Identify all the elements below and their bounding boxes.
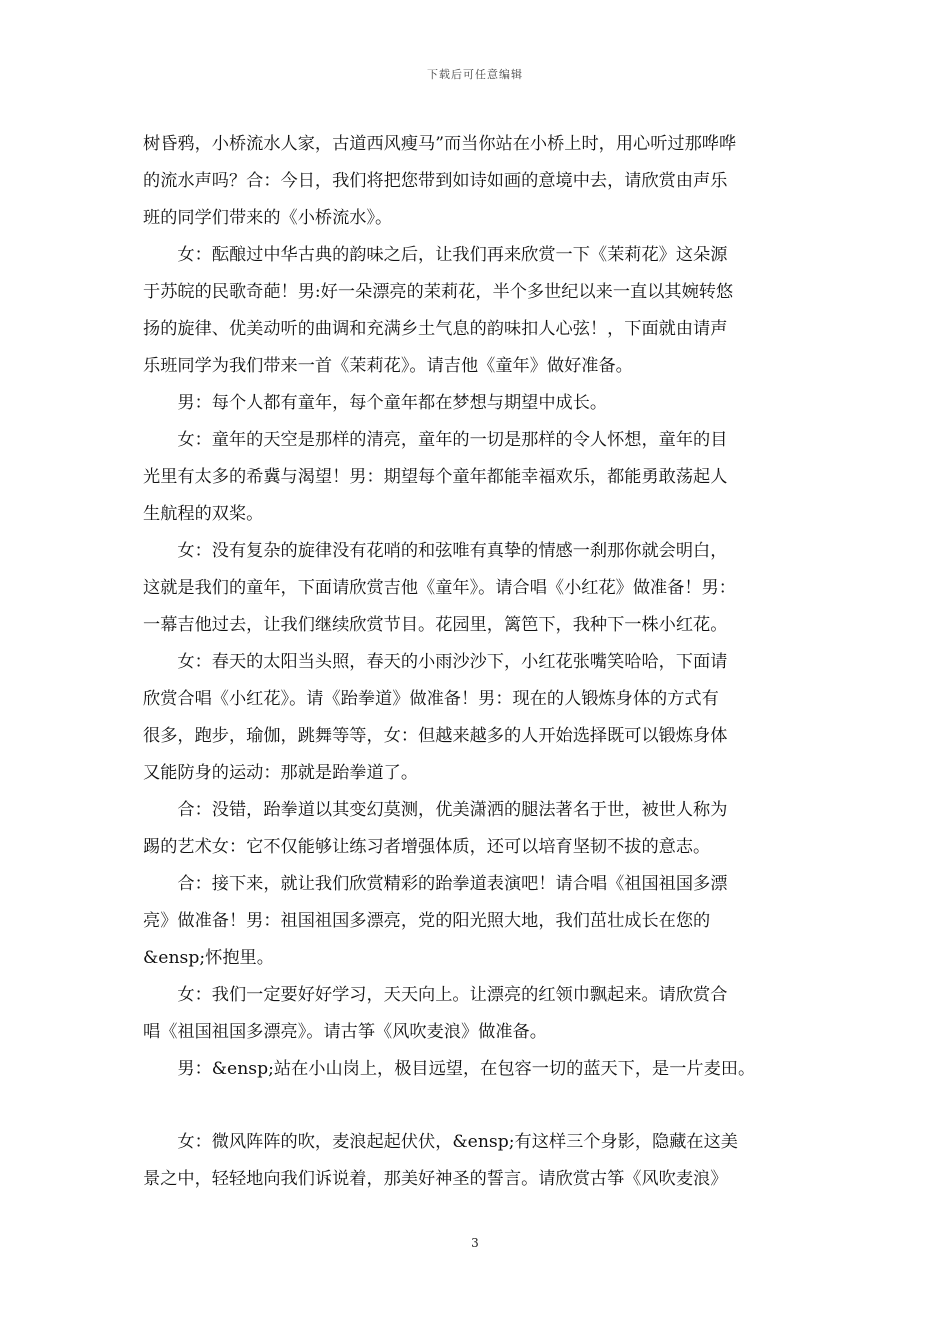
blank-line [143,1088,815,1124]
text-line: 踢的艺术女：它不仅能够让练习者增强体质，还可以培育坚韧不拔的意志。 [143,837,711,857]
text-line: 的流水声吗？合：今日，我们将把您带到如诗如画的意境中去，请欣赏由声乐 [143,171,728,191]
body-text [143,126,815,1198]
text-line: 合：没错，跆拳道以其变幻莫测，优美潇洒的腿法著名于世，被世人称为 [143,800,728,820]
text-line: 树昏鸦，小桥流水人家，古道西风瘦马”而当你站在小桥上时，用心听过那哗哗 [143,134,737,154]
text-line: 又能防身的运动：那就是跆拳道了。 [143,763,419,783]
text-line: 乐班同学为我们带来一首《茉莉花》。请吉他《童年》做好准备。 [143,356,633,376]
text-line: 合：接下来，就让我们欣赏精彩的跆拳道表演吧！请合唱《祖国祖国多漂 [143,874,728,894]
text-line: 扬的旋律、优美动听的曲调和充满乡土气息的韵味扣人心弦！，下面就由请声 [143,319,728,339]
text-line: 女：微风阵阵的吹，麦浪起起伏伏，&ensp;有这样三个身影，隐藏在这美 [143,1132,738,1152]
text-line: 男：&ensp;站在小山岗上，极目远望，在包容一切的蓝天下，是一片麦田。 [143,1059,756,1079]
text-line: 于苏皖的民歌奇葩！男:好一朵漂亮的茉莉花，半个多世纪以来一直以其婉转悠 [143,282,734,302]
text-line: 男：每个人都有童年，每个童年都在梦想与期望中成长。 [143,393,608,413]
text-line: &ensp;怀抱里。 [143,948,274,968]
text-line: 很多，跑步，瑜伽，跳舞等等，女：但越来越多的人开始选择既可以锻炼身体 [143,726,728,746]
text-line: 女：没有复杂的旋律没有花哨的和弦唯有真挚的情感一刹那你就会明白， [143,541,728,561]
text-line: 生航程的双桨。 [143,504,264,524]
text-line: 一幕吉他过去，让我们继续欣赏节目。花园里，篱笆下，我种下一株小红花。 [143,615,728,635]
text-line: 女：酝酿过中华古典的韵味之后，让我们再来欣赏一下《茉莉花》这朵源 [143,245,728,265]
text-line: 亮》做准备！男：祖国祖国多漂亮，党的阳光照大地，我们茁壮成长在您的 [143,911,711,931]
text-line: 光里有太多的希冀与渴望！男：期望每个童年都能幸福欢乐，都能勇敢荡起人 [143,467,728,487]
text-line: 唱《祖国祖国多漂亮》。请古筝《风吹麦浪》做准备。 [143,1022,547,1042]
text-line: 这就是我们的童年，下面请欣赏吉他《童年》。请合唱《小红花》做准备！男： [143,578,736,598]
page-number: 3 [471,1236,479,1250]
text-line: 景之中，轻轻地向我们诉说着，那美好神圣的誓言。请欣赏古筝《风吹麦浪》 [143,1169,728,1189]
text-line: 女：春天的太阳当头照，春天的小雨沙沙下，小红花张嘴笑哈哈，下面请 [143,652,728,672]
text-line: 女：我们一定要好好学习，天天向上。让漂亮的红领巾飘起来。请欣赏合 [143,985,728,1005]
page-header: 下载后可任意编辑 [427,68,523,81]
text-line: 班的同学们带来的《小桥流水》。 [143,208,393,228]
text-line: 欣赏合唱《小红花》。请《跆拳道》做准备！男：现在的人锻炼身体的方式有 [143,689,719,709]
text-line: 女：童年的天空是那样的清亮，童年的一切是那样的令人怀想，童年的目 [143,430,728,450]
